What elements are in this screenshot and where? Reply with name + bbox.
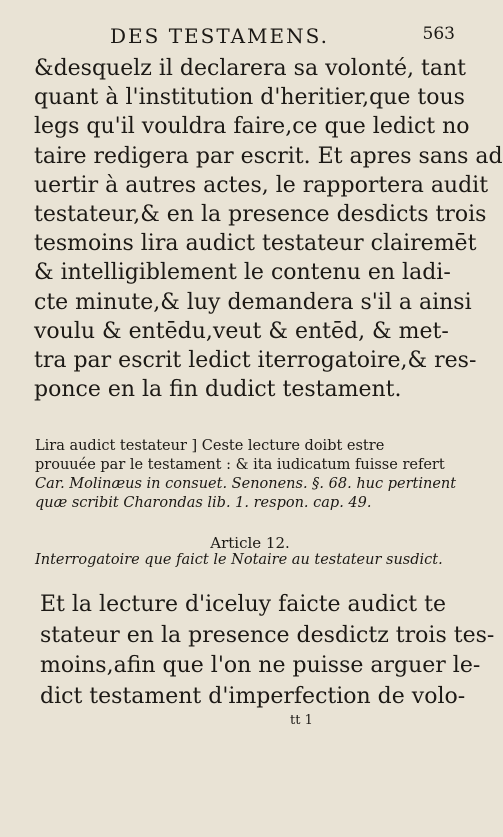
signature-mark: tt 1 bbox=[290, 713, 313, 728]
text-line: uertir à autres actes, le rapportera audit bbox=[34, 172, 489, 198]
main-text-block bbox=[34, 54, 503, 404]
running-header bbox=[110, 24, 455, 48]
text-line: quant à l'institution d'heritier,que tous bbox=[34, 85, 465, 111]
note-line: Lira audict testateur ] Ceste lecture doibt estre bbox=[35, 438, 385, 454]
text-line: dict testament d'imperfection de volo- bbox=[40, 683, 466, 709]
second-text-block bbox=[40, 590, 495, 712]
page-number: 563 bbox=[422, 24, 455, 44]
text-line: legs qu'il vouldra faire,ce que ledict no bbox=[34, 114, 470, 140]
article-subtitle: Interrogatoire que faict le Notaire au testateur susdict. bbox=[35, 552, 443, 568]
text-line: voulu & entēdu,veut & entēd, & met- bbox=[34, 318, 449, 344]
text-line: cte minute,& luy demandera s'il a ainsi bbox=[34, 289, 472, 315]
text-line: & intelligiblement le contenu en ladi- bbox=[34, 260, 451, 286]
text-line: testateur,& en la presence desdicts trois bbox=[34, 202, 487, 228]
note-line: Car. Molinæus in consuet. Senonens. §. 68. huc pertinent bbox=[35, 476, 457, 492]
running-title: DES TESTAMENS. bbox=[110, 24, 329, 48]
note-line: quæ scribit Charondas lib. 1. respon. cap. 49. bbox=[35, 495, 372, 511]
text-line: tra par escrit ledict iterrogatoire,& res- bbox=[34, 348, 477, 374]
text-line: moins,afin que l'on ne puisse arguer le- bbox=[40, 653, 481, 678]
text-line: Et la lecture d'iceluy faicte audict te bbox=[40, 592, 446, 617]
text-line: stateur en la presence desdictz trois tes- bbox=[40, 622, 495, 648]
annotation-note bbox=[35, 437, 457, 513]
text-line: &desquelz il declarera sa volonté, tant bbox=[34, 56, 467, 81]
text-line: taire redigera par escrit. Et apres sans ad bbox=[34, 143, 503, 169]
note-line: prouuée par le testament : & ita iudicatum fuisse refert bbox=[35, 457, 445, 473]
article-title: Article 12. bbox=[210, 534, 290, 552]
text-line: ponce en la fin dudict testament. bbox=[34, 377, 402, 403]
text-line: tesmoins lira audict testateur clairemēt bbox=[34, 231, 477, 257]
